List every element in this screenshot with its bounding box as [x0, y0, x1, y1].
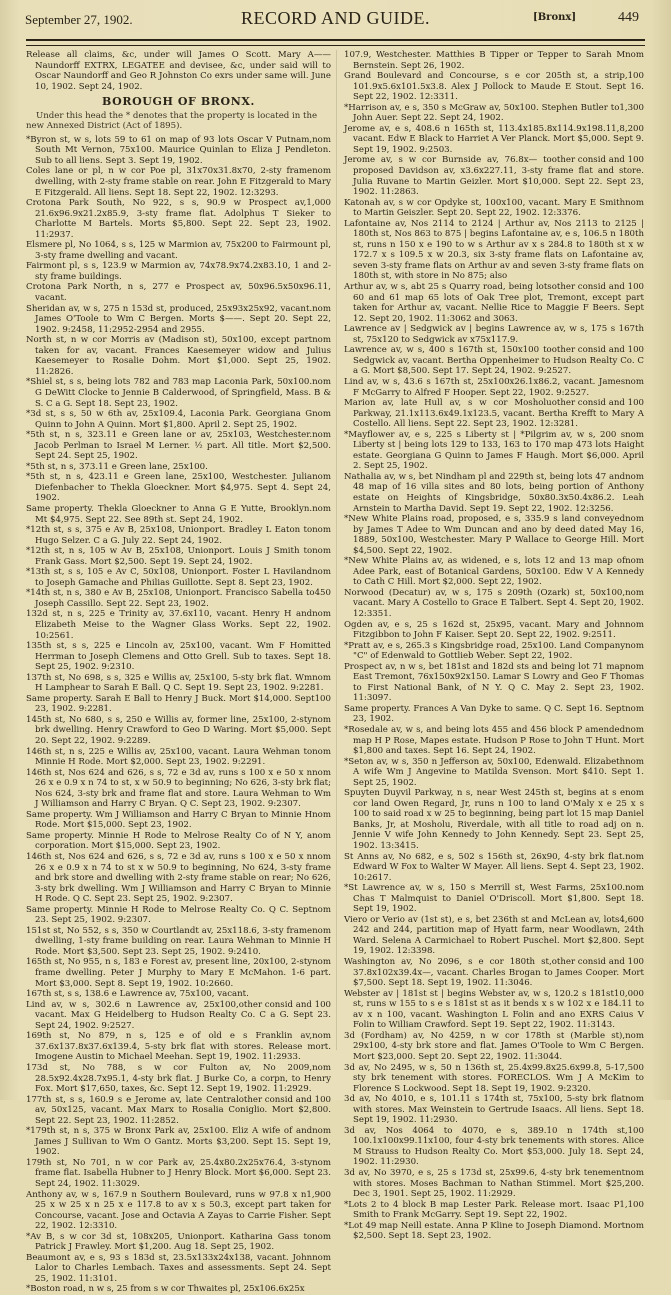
entry-text: *New White Plains av, as widened, e s, lots 12 and 13 map of Adee Park, east of Botanical Gardens, 50x100. Edw V A Kennedy to Cath C Hill. Mort $2,000. Sept 22, 1902. — [344, 556, 644, 588]
entry-text: Crotona Park North, n s, 277 e Prospect av, 50x96.5x50x96.11, vacant. — [26, 282, 331, 304]
header-rule — [26, 39, 645, 46]
entry-text: Katonah av, s w cor Opdyke st, 100x100, vacant. Mary E Smith to Martin Geiszler. Sept 20. Sept 22, 1902. 12:3376. — [344, 197, 626, 219]
entry-text: Jerome av, e s, 408.6 n 165th st, 113.4x185.8x114.9x198.11, vacant. Edw E Black to Harriet A Ver Planck. Mort $5,000. Sept 9. Sept 19, 1902. 9:2503. — [344, 123, 644, 155]
list-item — [344, 1221, 644, 1242]
entry-text: 165th st, No 955, n s, 183 e Forest av, present line, 20x100, 2-sty frame dwelling. Peter J Murphy to Mary E McMahon. 1-6 part. Mort $3,000. Sept 8. Sept 19, 1902. 10:2660. — [26, 957, 331, 989]
entry-text: Jerome av, s w cor Burnside av, 76.8x— to proposed Davidson av, x3.6x227.11, 3-sty frame flat and store. Julia Ruvane to Martin Geizler. Mort $10,000. Sept 22. Sept 23, 1902. 11:2863. — [344, 155, 644, 198]
list-item — [344, 757, 644, 789]
entry-amount: nom — [312, 904, 331, 915]
entry-text: *Harrison av, e s, 350 s McGraw av, 50x100. Stephen Butler to John Auer. Sept 22. Sept 24, 1902. — [344, 102, 620, 124]
entry-amount: nom — [312, 1062, 331, 1073]
list-item — [26, 377, 331, 409]
entry-text: 173d st, No 788, s w cor Fulton av, No 2009, 28.5x92.4x28.7x95.1, 4-sty brk flat. J Burke Co, a corpn, to Henry Fox. Mort $17,650, taxes, &c. Sept 12. Sept 19, 1902. 11:2929. — [26, 1062, 331, 1095]
entry-text: *5th st, n s, 323.11 e Green lane or av, 25x103, Westchester. Jacob Perlman to Israel M Lerner. ½ part. All title. Mort $2,500. Sept 24. Sept 25, 1902. — [26, 430, 331, 462]
entry-text: 3d av, No 2495, w s, 50 n 136th st, 25.4x99.8x25.6x99.8, 5-sty brk tenement with stores. FORECLOS. Wm J A McKim to Florence S Lockwood. Sept 18. Sept 19, 1902. 9:2320. — [344, 1062, 644, 1094]
entry-text: 151st st, No 552, s s, 350 w Courtlandt av, 25x118.6, 3-sty frame dwelling, 1-sty frame building on rear. Laura Wehman to Minnie H Rode. Mort $3,500. Sept 23. Sept 25, 1902. 9:2410. — [26, 925, 331, 957]
list-item — [26, 694, 331, 715]
list-item — [26, 1126, 331, 1158]
page-number: 449 — [618, 10, 639, 25]
list-item — [344, 1094, 644, 1126]
entry-text: St Anns av, No 682, e s, 502 s 156th st, 26x90, 4-sty brk flat. Edward W Fox to Walter W Mayer. All liens. Sept 4. Sept 23, 1902. 10:2617. — [344, 851, 644, 883]
list-item — [26, 926, 331, 958]
entry-text: *Lot 49 map Neill estate. Anna P Kline to Joseph Diamond. Mort $2,500. Sept 18. Sept 23, 1902. — [344, 1220, 626, 1242]
list-item — [26, 641, 331, 673]
list-item — [26, 198, 331, 240]
list-item — [26, 335, 331, 377]
entry-text: 146th st, n s, 225 e Willis av, 25x100, vacant. Laura Wehman to Minnie H Rode. Mort $2,000. Sept 23, 1902. 9:2291. — [26, 746, 313, 768]
list-item — [26, 1158, 331, 1190]
entry-text: Anthony av, w s, 167.9 n Southern Boulevard, runs w 97.8 x n 25 x w 25 x n 25 x e 117.8 to av x s 50.3, except part taken for Concourse, vacant. Jose and Octavia A Zayas to Carrie Fisher. Sept 22, 1902. 12:3310. — [26, 1189, 331, 1232]
entry-text: Release all claims, &c, under will James O Scott. Mary A Naundorff EXTRX, LEGATEE and devisee, &c, under said will to Oscar Naundorff and Geo R Johnston Co exrs under same will. June 10, 1902. Sept 24, 1902. — [26, 50, 331, 92]
entry-amount: nom — [625, 429, 644, 440]
entry-amount: nom — [312, 503, 331, 514]
entry-text: Grand Boulevard and Concourse, s e cor 205th st, a strip, 101.9x5.6x101.5x3.8. Alex J Pollock to Maude E Stout. Sept 16. Sept 22, 1902. 12:3311. — [344, 71, 644, 103]
entry-amount: nom — [312, 925, 331, 936]
list-item — [344, 1031, 644, 1063]
entry-text: Webster av | 181st st | begins Webster av, w s, 120.2 s 181st st, runs w 155 to s e s 181st st as it bends x s w 102 x e 184.11 to av x n 100, vacant. Washington L Folin and ano EXRS Caius V Folin to William Crawford. Sept 19. Sept 22, 1902. 11:3143. — [344, 988, 644, 1031]
entry-amount: nom — [625, 1220, 644, 1231]
list-item — [26, 135, 331, 167]
entry-text: 145th st, No 680, s s, 250 e Willis av, former line, 25x100, 2-sty brk dwelling. Henry Crawford to Geo D Waring. Mort $5,000. Sept 20. Sept 22, 1902. 9:2289. — [26, 714, 331, 746]
list-item — [26, 546, 331, 567]
list-item — [26, 304, 331, 336]
entry-text: *Byron st, w s, lots 59 to 61 on map of 93 lots Oscar V Putnam, South Mt Vernon, 75x100. Maurice Quinlan to Eliza J Pendleton. Sub to all liens. Sept 3. Sept 19, 1902. — [26, 134, 331, 166]
list-item — [26, 810, 331, 831]
entry-text: 3d av, No 3970, e s, 25 s 173d st, 25x99.6, 4-sty brk tenement with stores. Moses Bachman to Nathan Stimmel. Mort $25,200. Dec 3, 1901. Sept 25, 1902. 11:2929. — [344, 1167, 644, 1200]
entry-amount: other consid and 100 — [551, 155, 644, 166]
entry-text: Crotona Park South, No 922, s s, 90.9 w Prospect av, 21.6x96.9x21.2x85.9, 3-sty frame flat. Adolphus T Sieker to Charlotte M Bartels. Morts $5,800. Sept 22. Sept 23, 1902. 11:2937. — [26, 198, 331, 240]
list-item — [344, 324, 644, 345]
entry-text: Lind av, w s, 302.6 n Lawrence av, 25x100, vacant. Max G Heidelberg to Hudson Realty Co. C a G. Sept 23. Sept 24, 1902. 9:2527. — [26, 999, 331, 1031]
entry-amount: nom — [625, 587, 644, 598]
list-item — [26, 831, 331, 852]
entry-text: 169th st, No 879, n s, 125 e of old e s Franklin av, 37.6x137.8x37.6x139.4, 5-sty brk flat with stores. Release mort. Imogene Austin to Michael Meehan. Sept 19, 1902. 11:2933. — [26, 1031, 331, 1063]
entry-text: Arthur av, w s, abt 25 s Quarry road, being lots 60 and 61 map 65 lots of Oak Tree plot, Tremont, except part taken for Arthur av, vacant. Nellie Rice to Maggie F Beers. Sept 12. Sept 20, 1902. 11:3062 and 3063. — [344, 282, 644, 324]
entry-text: 107.9, Westchester. Matthies B Tipper or Tepper to Sarah M Bernstein. Sept 26, 1902. — [344, 50, 626, 71]
list-item — [344, 398, 644, 430]
list-item — [26, 504, 331, 525]
entry-text: 146th st, Nos 624 and 626, s s, 72 e 3d av, runs s 100 x e 50 x n 26 x e 0.9 x n 74 to st x w 50.9 to beginning, No 624, 3-sty frame and brk store and dwelling with 2-sty frame stable on rear; No 626, 3-sty brk dwelling. Wm J Williamson and Harry C Bryan to Minnie H Rode. Q C. Sept 23. Sept 25, 1902. 9:2307. — [26, 852, 331, 905]
entry-amount: nom — [312, 1231, 331, 1242]
list-item — [26, 1000, 331, 1032]
entry-text: *13th st, s s, 105 e Av C, 50x108, Unionport. Foster L Haviland to Joseph Gamache and Philias Guillotte. Sept 8. Sept 23, 1902. — [26, 567, 313, 588]
entry-amount: 1,100 — [619, 1199, 644, 1210]
list-item — [344, 788, 644, 851]
list-item — [26, 768, 331, 810]
entry-amount: nom — [312, 377, 331, 388]
list-item — [344, 430, 644, 472]
entry-amount: nom — [312, 430, 331, 441]
entry-amount: nom — [625, 50, 644, 60]
list-item — [26, 1284, 331, 1295]
entry-text: 167th st, s s, 138.6 e Lawrence av, 75x100, vacant. — [26, 989, 249, 1000]
list-item — [344, 883, 644, 915]
entry-amount: nom — [312, 409, 331, 420]
list-item — [26, 567, 331, 588]
list-item — [344, 472, 644, 514]
page-header — [20, 6, 651, 36]
entry-amount: nom — [625, 197, 644, 208]
list-item — [344, 124, 644, 156]
list-item — [344, 50, 644, 71]
entry-amount: nom — [312, 746, 331, 757]
entry-text: Same property. Thekla Gloeckner to Anna G E Yutte, Brooklyn. Mt $4,975. Sept 22. See 89th st. Sept 24, 1902. — [26, 503, 313, 525]
right-column — [344, 50, 644, 1242]
entry-text: *Boston road, n w s, 25 from s w cor Thwaites pl, 25x106.6x25x — [26, 1284, 305, 1295]
entry-amount: nom — [625, 1167, 644, 1178]
list-item — [26, 240, 331, 261]
entry-text: Washington av, No 2096, s e cor 180th st, 37.8x102x39.4x—, vacant. Charles Brogan to James Cooper. Mort $7,500. Sept 18. Sept 19, 1902. 11:3046. — [344, 957, 644, 989]
entry-text: *Rosedale av, w s, and being lots 455 and 456 block P amended map H P Rose, Mapes estate. Hudson P Rose to John T Hunt. Mort $1,800 and taxes. Sept 16. Sept 24, 1902. — [344, 725, 644, 757]
list-item — [26, 430, 331, 462]
entry-text: Spuyten Duyvil Parkway, n s, near West 245th st, begins at s e cor land Owen Regard, Jr, runs n 100 to land O'Maly x e 25 x s 100 to said road x w 25 to beginning, being part lot 15 map Daniel Banks, Jr, at Mosholu, Riverdale, with all title to road adj on n. Jennie V wife John Kennedy to John Kennedy. Sept 23. Sept 25, 1902. 13:3415. — [344, 788, 644, 852]
list-item — [344, 1126, 644, 1168]
entry-amount: nom — [625, 703, 644, 714]
entry-text: 146th st, Nos 624 and 626, s s, 72 e 3d av, runs s 100 x e 50 x n 26 x e 0.9 x n 74 to st, x w 50.9 to beginning; No 626, 3-sty brk flat; Nos 624, 3-sty brk and frame flat and store. Laura Wehman to Wm J Williamson and Harry C Bryan. Q C. Sept 23, 1902. 9:2307. — [26, 767, 331, 810]
entry-text: Beaumont av, e s, 93 s 183d st, 23.5x133x24x138, vacant. John Lalor to Charles Lembach. Taxes and assessments. Sept 24. Sept 25, 1902. 11:3101. — [26, 1252, 331, 1284]
entry-amount: nom — [312, 472, 331, 483]
list-item — [344, 556, 644, 588]
entry-amount: 100 — [627, 1125, 644, 1136]
list-item — [26, 1253, 331, 1285]
entry-text: 3d av, Nos 4064 to 4070, e s, 389.10 n 174th st, 100.1x100x99.11x100, four 4-sty brk tenements with stores. Alice M Strauss to Hudson Realty Co. Mort $53,000. July 18. Sept 24, 1902. 11:2930. — [344, 1125, 644, 1168]
entry-amount: nom — [312, 1252, 331, 1263]
entry-text: *Lots 2 to 4 block B map Lester Park. Release mort. Isaac P Smith to Frank McGarry. Sept 19. Sept 22, 1902. — [344, 1199, 620, 1221]
entry-amount: nom — [625, 756, 644, 767]
entry-amount: 1,900 — [306, 1189, 331, 1200]
entry-amount: other consid and 100 — [551, 345, 644, 356]
entry-text: Lind av, w s, 43.6 s 167th st, 25x100x26.1x86.2, vacant. James F McGarry to Alfred F Hooper. Sept 22, 1902. 9:2527. — [344, 376, 626, 398]
list-item — [26, 1031, 331, 1063]
entry-text: Ogden av, e s, 25 s 162d st, 25x95, vacant. Mary and John Fitzgibbon to John F Kaiser. Sept 20. Sept 22, 1902. 9:2511. — [344, 619, 626, 641]
list-item — [26, 1063, 331, 1095]
list-item — [26, 261, 331, 282]
entry-amount: 100 — [627, 71, 644, 82]
entry-text: 135th st, s s, 225 e Lincoln av, 25x100, vacant. Wm F H Herrman to Joseph Clemens and Otto Grell. Sub to taxes. Sept 18. Sept 25, 1902. 9:2310. — [26, 641, 331, 673]
entry-text: *14th st, n s, 380 e Av B, 25x108, Unionport. Francisco Sabella to Joseph Cassillo. Sept 22. Sept 23, 1902. — [26, 588, 315, 609]
entry-amount: other consid and 100 — [551, 957, 644, 968]
list-item — [26, 525, 331, 546]
section-heading: BOROUGH OF BRONX. — [102, 95, 255, 109]
list-item — [344, 725, 644, 757]
entry-amount: nom — [312, 1031, 331, 1042]
entry-text: *Mayflower av, e s, 225 s Liberty st | *Pilgrim av, w s, 200 s Liberty st | being lots 129 to 133, 163 to 170 map 473 lots Haight estate. Georgiana G Quinn to James F Haugh. Mort $6,000. April 2. Sept 25, 1902. — [344, 429, 644, 472]
entry-text: Same property. Frances A Van Dyke to same. Q C. Sept 16. Sept 23, 1902. — [344, 703, 626, 725]
entry-amount: omitted — [297, 641, 331, 652]
entry-amount: nom — [312, 303, 331, 314]
entry-amount: nom — [312, 525, 331, 536]
section-note: Under this head the * denotes that the property is located in the new Annexed District (Act of 1895). — [26, 110, 318, 132]
list-item — [344, 219, 644, 282]
entry-amount: nom — [312, 567, 331, 578]
entry-text: *Shiel st, s s, being lots 782 and 783 map Laconia Park, 50x100. G DeWitt Clocke to Jennie B Calderwood, of Springfield, Mass. B & S. C a G. Sept 18. Sept 23, 1902. — [26, 377, 331, 409]
list-item — [26, 1232, 331, 1253]
list-item — [344, 1063, 644, 1095]
entry-text: 132d st, n s, 225 e Trinity av, 37.6x110, vacant. Henry H and Elizabeth Meise to the Wagner Glass Works. Sept 22, 1902. 10:2561. — [26, 609, 331, 641]
entry-amount: nom — [625, 725, 644, 735]
list-item — [344, 641, 644, 662]
entry-amount: nom — [312, 852, 331, 863]
entry-text: *179th st, n s, 375 w Bronx Park av, 25x100. Eliz A wife of and James J Sullivan to Wm O Gantz. Morts $3,200. Sept 15. Sept 19, 1902. — [26, 1126, 331, 1158]
entry-text: 3d (Fordham) av, No 4259, n w cor 178th st (Marble st), 29x100, 4-sty brk store and flat. James O'Toole to Wm C Bergen. Mort $23,000. Sept 20. Sept 22, 1902. 11:3044. — [344, 1030, 644, 1062]
left-entry-list — [26, 135, 331, 1295]
list-item — [344, 989, 644, 1031]
list-item — [344, 588, 644, 620]
entry-amount: other consid and 100 — [551, 282, 644, 293]
entry-text: 3d av, No 4010, e s, 101.11 s 174th st, 75x100, 5-sty brk flat with stores. Max Weinstein to Gertrude Isaacs. All liens. Sept 18. Sept 19, 1902. 11:2930. — [344, 1094, 644, 1126]
list-item — [344, 198, 644, 219]
entry-amount: 8,200 — [619, 123, 644, 134]
entry-amount: nom — [625, 883, 644, 894]
entry-amount: nom — [312, 166, 331, 177]
entry-amount: nom — [312, 809, 331, 820]
entry-amount: nom — [312, 1126, 331, 1137]
entry-text: Lawrence av, w s, 400 s 167th st, 150x100 to Sedgwick av, vacant. Bertha Oppenheimer to Hudson Realty Co. C a G. Mort $8,500. Sept 17. Sept 24, 1902. 9:2527. — [344, 345, 644, 377]
entry-amount: nom — [312, 957, 331, 968]
list-item — [26, 609, 331, 641]
list-item — [26, 1095, 331, 1127]
entry-amount: nom — [312, 335, 331, 346]
entry-amount: nom — [312, 830, 331, 841]
entry-text: Coles lane or pl, n w cor Poe pl, 31x70x31.8x70, 2-sty frame dwelling, with 2-sty frame stable on rear. John E Fitzgerald to Mary E Fitzgerald. All liens. Sept 18. Sept 22, 1902. 12:3293. — [26, 166, 331, 198]
entry-amount: nom — [625, 661, 644, 672]
list-item — [344, 1168, 644, 1200]
entry-amount: nom — [312, 546, 331, 557]
entry-text: Lafontaine av, Nos 2114 to 2124 | Arthur av, Nos 2113 to 2125 | 180th st, Nos 863 to 875 | begins Lafontaine av, e s, 106.5 n 180th st, runs n 150 x e 190 to w s Arthur av x s 284.8 to 180th st x w 172.7 x s 109.5 x w 20.3, six 3-sty frame flats on Lafontaine av, seven 3-sty frame flats on Arthur av and seven 3-sty frame flats on 180th st, with store in No 875; also — [344, 218, 644, 282]
entry-text: Fairmont pl, s s, 123.9 w Marmion av, 74x78.9x74.2x83.10, 1 and 2-sty frame buildings. — [26, 261, 331, 282]
entry-text: Same property. Minnie H Rode to Melrose Realty Co. Q C. Sept 23. Sept 25, 1902. 9:2307. — [26, 904, 313, 926]
list-item — [344, 704, 644, 725]
entry-amount: 1,000 — [306, 198, 331, 209]
entry-text: Sheridan av, w s, 275 n 153d st, produced, 25x93x25x92, vacant. James O'Toole to Wm C Bergen. Morts $——. Sept 20. Sept 22, 1902. 9:2458, 11:2952-2954 and 2955. — [26, 303, 331, 335]
entry-amount: nom — [312, 134, 331, 145]
left-column — [26, 50, 331, 1295]
entry-text: Lawrence av | Sedgwick av | begins Lawrence av, w s, 175 s 167th st, 75x120 to Sedgwick av x75x117.9. — [344, 324, 644, 345]
entry-text: Marion av, late Hull av, s w cor Mosholu Parkway, 21.1x113.6x49.1x123.5, vacant. Bertha Krefft to Mary A Costello. All liens. Sept 22. Sept 23, 1902. 12:3281. — [344, 398, 644, 430]
entry-text: Nathalia av, w s, bet Nindham pl and 229th st, being lots 47 and 48 map of 16 villa sites and 80 lots, being portion of Anthony estate on Heights of Kingsbridge, 50x80.3x50.4x86.2. Leah Arnstein to Martha David. Sept 19. Sept 22, 1902. 12:3256. — [344, 471, 644, 514]
list-item — [26, 588, 331, 609]
entry-amount: nom — [625, 471, 644, 482]
entry-text: Same property. Wm J Williamson and Harry C Bryan to Minnie H Rode. Mort $15,000. Sept 23, 1902. — [26, 809, 313, 831]
entry-amount: nom — [625, 1030, 644, 1041]
entry-text: *12th st, n s, 105 w Av B, 25x108, Unionport. Louis J Smith to Frank Gass. Mort $2,500. Sept 19. Sept 24, 1902. — [26, 546, 313, 567]
list-item — [26, 905, 331, 926]
entry-text: *Av B, s w cor 3d st, 108x205, Unionport. Katharina Gass to Patrick J Frawley. Mort $1,200. Aug 18. Sept 25, 1902. — [26, 1231, 313, 1253]
list-item — [344, 620, 644, 641]
list-item — [26, 673, 331, 694]
list-item — [26, 282, 331, 303]
list-item — [344, 1200, 644, 1221]
entry-text: *Pratt av, e s, 265.3 s Kingsbridge road, 25x100. Land Company "C" of Edenwald to Gottlieb Weber. Sept 22, 1902. — [344, 640, 626, 662]
list-item — [344, 514, 644, 556]
entry-amount: 450 — [314, 588, 331, 599]
list-item — [344, 103, 644, 124]
right-entry-list — [344, 50, 644, 1242]
list-item — [344, 155, 644, 197]
publication-title: RECORD AND GUIDE. — [240, 8, 430, 28]
entry-text: Viero or Verio av (1st st), e s, bet 236th st and McLean av, lots 242 and 244, partition map of Hyatt farm, near Woodlawn, 24th Ward. Selena A Carmichael to Robert Puschel. Mort $2,800. Sept 19, 1902. 12:3398. — [344, 914, 644, 957]
entry-text: Prospect av, n w s, bet 181st and 182d sts and being lot 71 map East Tremont, 76x150x92x150. Lamar S Lowry and Geo F Thomas to First National Bank, of N Y. Q C. May 2. Sept 23, 1902. 11:3097. — [344, 661, 644, 704]
list-item — [344, 377, 644, 398]
entry-text: North st, n w cor Morris av (Madison st), 50x100, except part taken for av, vacant. Frances Kaesemeyer widow and Julius Kaesemeyer to Rosalie Dohm. Mort $1,000. Sept 25, 1902. 11:2826. — [26, 335, 331, 377]
entry-text: *5th st, n s, 373.11 e Green lane, 25x100. — [26, 461, 208, 472]
entry-amount: nom — [625, 788, 644, 799]
entry-amount: other consid and 100 — [238, 1094, 331, 1105]
list-item — [26, 957, 331, 989]
list-item — [26, 409, 331, 430]
list-item — [344, 915, 644, 957]
section-label: [Bronx] — [533, 12, 577, 23]
entry-amount: nom — [625, 556, 644, 567]
list-item — [26, 462, 331, 473]
list-item — [344, 282, 644, 324]
entry-text: 179th st, No 701, n w cor Park av, 25.4x80.2x25x76.4, 3-sty frame flat. Isabella Hubner to J Henry Block. Mort $6,000. Sept 23. Sept 24, 1902. 11:3029. — [26, 1157, 331, 1189]
entry-amount: nom — [625, 514, 644, 525]
list-item — [344, 345, 644, 377]
entry-text: *St Lawrence av, w s, 150 s Merrill st, West Farms, 25x100. Chas T Malmquist to Daniel O'Driscoll. Mort $1,800. Sept 18. Sept 19, 1902. — [344, 883, 644, 915]
entry-amount: nom — [625, 1094, 644, 1105]
entry-amount: nom — [625, 376, 644, 387]
list-item — [344, 71, 644, 103]
entry-text: *12th st, s s, 375 e Av B, 25x108, Unionport. Bradley L Eaton to Hugo Selzer. C a G. July 22. Sept 24, 1902. — [26, 525, 313, 546]
list-item — [26, 715, 331, 747]
entry-text: Norwood (Decatur) av, w s, 175 s 209th (Ozark) st, 50x100, vacant. Mary A Costello to Grace E Talbert. Sept 4. Sept 20, 1902. 12:3351. — [344, 587, 644, 619]
entry-amount: 10,000 — [613, 988, 644, 999]
entry-amount: other consid and 100 — [551, 398, 644, 409]
column-divider — [336, 50, 337, 1050]
entry-amount: 100 — [314, 693, 331, 704]
entry-text: 137th st, No 698, s s, 325 e Willis av, 25x100, 5-sty brk flat. Wm H Lamphear to Sarah E Ball. Q C. Sept 19. Sept 23, 1902. 9:2281. — [26, 672, 324, 694]
entry-amount: other consid and 100 — [238, 999, 331, 1010]
list-item — [344, 662, 644, 704]
issue-date: September 27, 1902. — [25, 12, 133, 27]
entry-amount: nom — [625, 619, 644, 630]
entry-text: Same property. Minnie H Rode to Melrose Realty Co of N Y, a corporation. Mort $15,000. Sept 23, 1902. — [26, 830, 313, 852]
list-item — [344, 957, 644, 989]
list-item — [26, 1190, 331, 1232]
list-item — [26, 166, 331, 198]
list-item — [344, 852, 644, 884]
entry-amount: nom — [312, 609, 331, 620]
entry-amount: nom — [312, 1157, 331, 1168]
entry-amount: 4,600 — [619, 914, 644, 925]
entry-text: *5th st, n s, 423.11 e Green lane, 25x100, Westchester. Julia Diefenbacher to Thekla Gloeckner. Mort $4,975. Sept 4. Sept 24, 1902. — [26, 472, 331, 504]
list-item — [26, 852, 331, 905]
entry-text: *Seton av, w s, 350 n Jefferson av, 50x100, Edenwald. Elizabeth A wife Wm J Angevine to Matilda Svenson. Mort $410. Sept 1. Sept 25, 1902. — [344, 756, 644, 788]
entry-amount: nom — [312, 767, 331, 778]
entry-amount: nom — [625, 851, 644, 862]
entry-amount: 17,500 — [613, 1062, 644, 1073]
list-item — [26, 472, 331, 504]
list-item — [26, 747, 331, 768]
list-item — [26, 989, 331, 1000]
entry-text: Same property. Sarah E Ball to Henry J Buck. Mort $14,000. Sept 23, 1902. 9:2281. — [26, 693, 315, 715]
entry-amount: nom — [312, 672, 331, 683]
entry-amount: 1,300 — [619, 102, 644, 113]
entry-text: *New White Plains road, proposed, e s, 335.9 s land conveyed by James T Adee to Wm Duncan and ano by deed dated May 16, 1889, 50x100, Westchester. Mary P Wallace to George Hill. Mort $4,500. Sept 22, 1902. — [344, 514, 644, 556]
entry-text: 177th st, s s, 160.9 s e Jerome av, late Central av, 50x125, vacant. Max Marx to Rosalia Coniglio. Mort $2,800. Sept 22. Sept 23, 1902. 11:2852. — [26, 1094, 331, 1126]
entry-amount: nom — [625, 640, 644, 651]
entry-text: Elsmere pl, No 1064, s s, 125 w Marmion av, 75x200 to Fairmount pl, 3-sty frame dwelling and vacant. — [26, 240, 331, 261]
entry-amount: nom — [312, 714, 331, 725]
intro-entry — [26, 50, 331, 92]
entry-text: *3d st, s s, 50 w 6th av, 25x109.4, Laconia Park. Georgiana G Quinn to John A Quinn. Mort $1,800. April 2. Sept 25, 1902. — [26, 409, 313, 430]
entry-amount: —— — [313, 50, 331, 60]
